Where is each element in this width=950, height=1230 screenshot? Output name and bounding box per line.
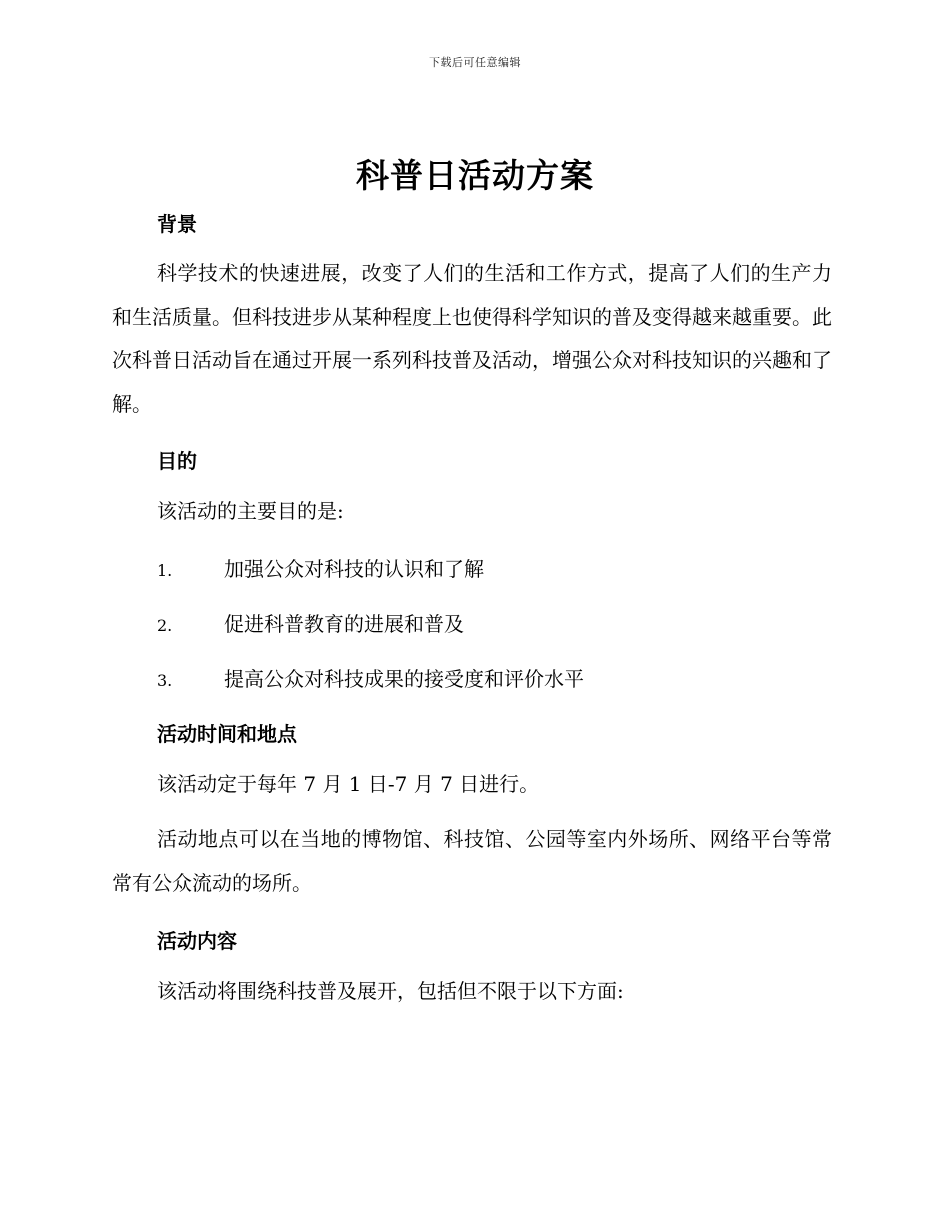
list-item-number: 2. [157,616,173,635]
list-item-text: 提高公众对科技成果的接受度和评价水平 [224,667,584,691]
header-note: 下载后可任意编辑 [429,56,521,69]
purpose-intro: 该活动的主要目的是: [157,499,344,523]
place-paragraph: 活动地点可以在当地的博物馆、科技馆、公园等室内外场所、网络平台等常常有公众流动的场所。 [112,827,832,895]
section-heading-background: 背景 [157,212,197,236]
section-heading-purpose: 目的 [157,449,197,473]
content-intro: 该活动将围绕科技普及展开，包括但不限于以下方面: [157,979,624,1003]
document-title: 科普日活动方案 [356,156,594,195]
background-paragraph: 科学技术的快速进展，改变了人们的生活和工作方式，提高了人们的生产力和生活质量。但科技进步从某种程度上也使得科学知识的普及变得越来越重要。此次科普日活动旨在通过开展一系列科技普及活动，增强公众对科技知识的兴趣和了解。 [112,261,832,416]
list-item-text: 促进科普教育的进展和普及 [224,612,464,636]
list-item [157,553,837,582]
list-item [157,608,837,637]
section-heading-content: 活动内容 [157,929,237,953]
list-item [157,663,837,692]
section-heading-time-place: 活动时间和地点 [157,722,297,746]
list-item-number: 3. [157,671,173,690]
time-paragraph: 该活动定于每年 7 月 1 日-7 月 7 日进行。 [157,772,540,796]
list-item-text: 加强公众对科技的认识和了解 [224,557,484,581]
list-item-number: 1. [157,561,173,580]
